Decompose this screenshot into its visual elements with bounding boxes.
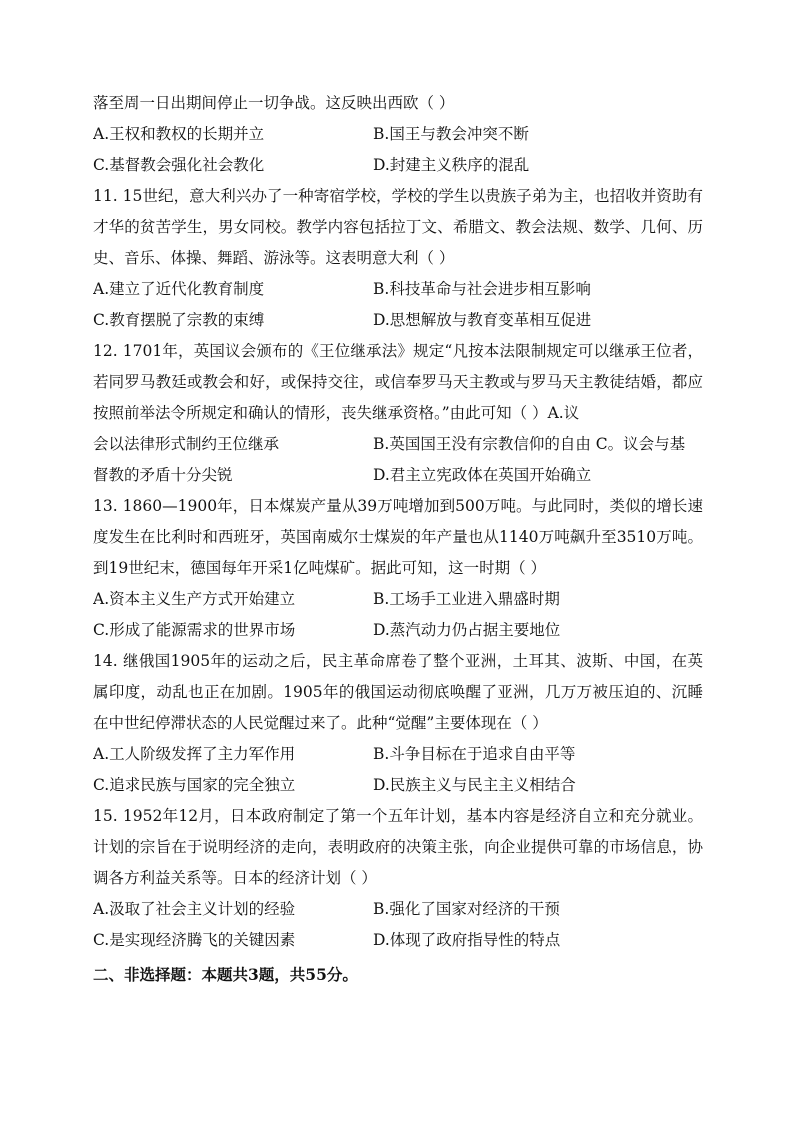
option-d[interactable]: D.体现了政府指导性的特点	[373, 931, 561, 949]
option-b[interactable]: B.国王与教会冲突不断	[373, 125, 529, 143]
question-14-stem: 14. 继俄国1905年的运动之后，民主革命席卷了整个亚洲，土耳其、波斯、中国，在英属印度，动乱也正在加剧。1905年的俄国运动彻底唤醒了亚洲，几万万被压迫的、沉睡在中世纪停滞状态的人民觉醒过来了。此种“觉醒”主要体现在（ ）	[93, 652, 703, 732]
option-a[interactable]: A.王权和教权的长期并立	[93, 125, 265, 143]
question-15-options-row-2	[93, 925, 703, 956]
option-c[interactable]: C.教育摆脱了宗教的束缚	[93, 311, 265, 329]
question-11-options-row-1	[93, 274, 703, 305]
question-11-options-row-2	[93, 305, 703, 336]
option-c[interactable]: C.是实现经济腾飞的关键因素	[93, 931, 296, 949]
option-a-continued[interactable]: 会以法律形式制约王位继承	[93, 435, 280, 453]
question-13-options-row-1	[93, 584, 703, 615]
question-10-tail: 落至周一日出期间停止一切争战。这反映出西欧（ ）	[93, 94, 455, 112]
question-10-options-row-2	[93, 150, 703, 181]
option-a[interactable]: A.资本主义生产方式开始建立	[93, 590, 296, 608]
option-c-continued[interactable]: 督教的矛盾十分尖锐	[93, 466, 233, 484]
option-a[interactable]: A.汲取了社会主义计划的经验	[93, 900, 296, 918]
option-c[interactable]: C.基督教会强化社会教化	[93, 156, 265, 174]
option-c[interactable]: C.形成了能源需求的世界市场	[93, 621, 296, 639]
option-b[interactable]: B.强化了国家对经济的干预	[373, 900, 560, 918]
option-d[interactable]: D.君主立宪政体在英国开始确立	[373, 466, 592, 484]
option-b[interactable]: B.科技革命与社会进步相互影响	[373, 280, 591, 298]
question-10-options-row-1	[93, 119, 703, 150]
option-d[interactable]: D.封建主义秩序的混乱	[373, 156, 530, 174]
question-14-options-row-2	[93, 770, 703, 801]
option-d[interactable]: D.民族主义与民主主义相结合	[373, 776, 576, 794]
question-12-stem: 12. 1701年，英国议会颁布的《王位继承法》规定“凡按本法限制规定可以继承王位者，若同罗马教廷或教会和好，或保持交往，或信奉罗马天主教或与罗马天主教徒结婚，都应按照前举法令所规定和确认的情形，丧失继承资格。”由此可知（ ）A.议	[93, 342, 703, 422]
question-12-options-row-2	[93, 460, 703, 491]
question-15-stem: 15. 1952年12月，日本政府制定了第一个五年计划，基本内容是经济自立和充分就业。计划的宗旨在于说明经济的走向，表明政府的决策主张，向企业提供可靠的市场信息，协调各方利益关系等。日本的经济计划（ ）	[93, 807, 703, 887]
question-11-stem: 11. 15世纪，意大利兴办了一种寄宿学校，学校的学生以贵族子弟为主，也招收并资助有才华的贫苦学生，男女同校。教学内容包括拉丁文、希腊文、教会法规、数学、几何、历史、音乐、体操、舞蹈、游泳等。这表明意大利（ ）	[93, 187, 703, 267]
question-list	[93, 88, 703, 990]
option-b-and-c[interactable]: B.英国国王没有宗教信仰的自由 C。议会与基	[373, 435, 686, 453]
option-c[interactable]: C.追求民族与国家的完全独立	[93, 776, 296, 794]
option-d[interactable]: D.思想解放与教育变革相互促进	[373, 311, 592, 329]
question-13-options-row-2	[93, 615, 703, 646]
question-15-options-row-1	[93, 894, 703, 925]
question-12-options-row-1	[93, 429, 703, 460]
option-b[interactable]: B.斗争目标在于追求自由平等	[373, 745, 576, 763]
option-d[interactable]: D.蒸汽动力仍占据主要地位	[373, 621, 561, 639]
option-b[interactable]: B.工场手工业进入鼎盛时期	[373, 590, 560, 608]
section-2-title: 二、非选择题：本题共3题，共55分。	[93, 965, 358, 984]
question-14-options-row-1	[93, 739, 703, 770]
question-13-stem: 13. 1860—1900年，日本煤炭产量从39万吨增加到500万吨。与此同时，类似的增长速度发生在比利时和西班牙，英国南威尔士煤炭的年产量也从1140万吨飙升至3510万吨。到19世纪末，德国每年开采1亿吨煤矿。据此可知，这一时期（ ）	[93, 497, 703, 577]
option-a[interactable]: A.建立了近代化教育制度	[93, 280, 265, 298]
option-a[interactable]: A.工人阶级发挥了主力军作用	[93, 745, 296, 763]
